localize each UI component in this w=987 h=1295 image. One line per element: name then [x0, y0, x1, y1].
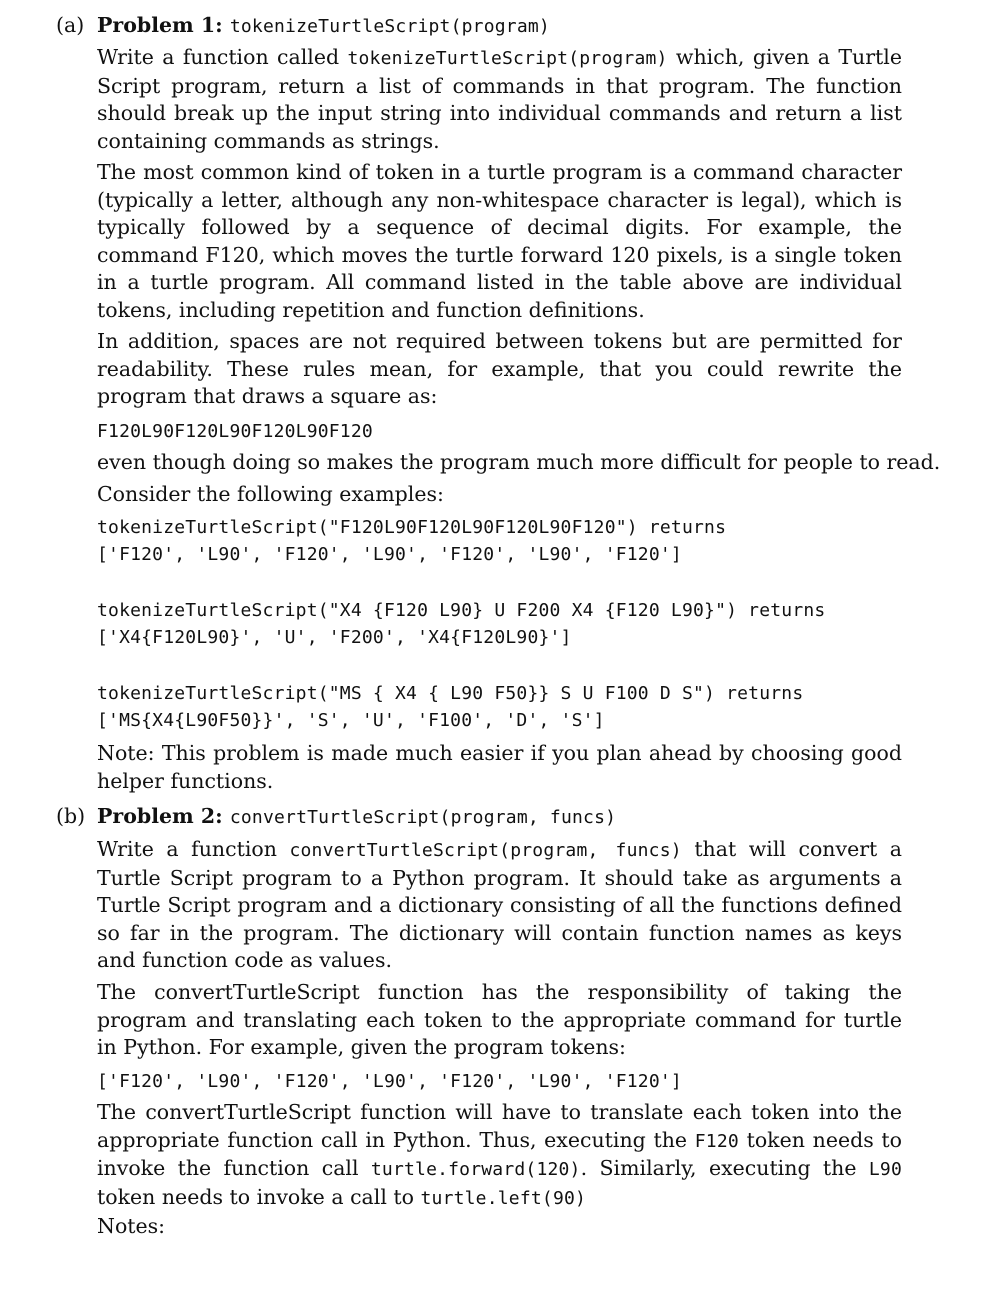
problem-a-paragraph-2: The most common kind of token in a turtle program is a command character (typically a letter, although any non-whitespace character is legal), which is typically followed by a sequence of decimal digits. For example, the command F120, which moves the turtle forward 120 pixels, is a single token in a turtle program. All command listed in the table above are individual tokens, including repetition and function definitions. — [97, 160, 902, 322]
example-2-call: tokenizeTurtleScript("X4 {F120 L90} U F200 X4 {F120 L90}") returns — [97, 600, 826, 621]
problem-a-paragraph-5: Consider the following examples: — [97, 482, 444, 506]
problem-a-note: Note: This problem is made much easier if you plan ahead by choosing good helper functions. — [97, 741, 902, 793]
inline-code: tokenizeTurtleScript(program) — [347, 48, 668, 69]
text: which, given a Turtle Script program, return a list of commands in that program. The function should break up the input string into individual commands and return a list containing commands as strings. — [97, 45, 902, 153]
inline-code: turtle.left(90) — [420, 1187, 587, 1209]
text: Write a function called — [97, 45, 348, 69]
problem-b-paragraph-2: The convertTurtleScript function has the responsibility of taking the program and translating each token to the appropriate command for turtle in Python. For example, given the program tokens: — [97, 980, 902, 1059]
problem-a-label: (a) — [56, 13, 85, 37]
example-3-result: ['MS{X4{L90F50}}', 'S', 'U', 'F100', 'D', 'S'] — [97, 710, 605, 731]
example-1-call: tokenizeTurtleScript("F120L90F120L90F120L90F120") returns — [97, 517, 727, 538]
notes-heading: Notes: — [97, 1214, 166, 1238]
problem-a-heading-code: tokenizeTurtleScript(program) — [229, 16, 550, 37]
problem-a-heading — [97, 12, 550, 41]
text: token needs to invoke a call to — [97, 1184, 421, 1209]
problem-b-label: (b) — [56, 804, 86, 828]
problem-a-heading-title: Problem 1: — [97, 13, 223, 37]
example-3-call: tokenizeTurtleScript("MS { X4 { L90 F50}} S U F100 D S") returns — [97, 683, 804, 704]
problem-b-paragraph-3 — [97, 1099, 902, 1212]
problem-a-paragraph-4: even though doing so makes the program much more difficult for people to read. — [97, 450, 941, 474]
text: The convertTurtleScript function will have to translate each token into the appropriate function call in Python. Thus, executing the — [97, 1100, 902, 1152]
problem-b-heading-title: Problem 2: — [97, 804, 223, 828]
inline-code: F120 — [694, 1130, 739, 1152]
text: . Similarly, executing the — [580, 1156, 869, 1180]
problem-b-heading — [97, 803, 616, 832]
text: token needs to invoke the function call — [97, 1127, 902, 1180]
inline-code: turtle.forward(120) — [370, 1159, 581, 1180]
tokens-code: ['F120', 'L90', 'F120', 'L90', 'F120', 'L90', 'F120'] — [97, 1071, 682, 1092]
text: that will convert a Turtle Script program to a Python program. It should take as arguments a Turtle Script program and a dictionary consisting of all the functions defined so far in the program. The dictionary will contain function names as keys and function code as values. — [97, 837, 903, 972]
problem-a-paragraph-1 — [97, 44, 902, 155]
inline-code: L90 — [868, 1159, 902, 1180]
text: Write a function — [97, 837, 290, 861]
problem-b-heading-code: convertTurtleScript(program, funcs) — [229, 807, 617, 828]
problem-b-paragraph-1 — [97, 836, 902, 975]
problem-a-paragraph-3: In addition, spaces are not required between tokens but are permitted for readability. These rules mean, for example, that you could rewrite the program that draws a square as: — [97, 329, 902, 408]
example-2-result: ['X4{F120L90}', 'U', 'F200', 'X4{F120L90}'] — [97, 627, 572, 648]
example-1-result: ['F120', 'L90', 'F120', 'L90', 'F120', 'L90', 'F120'] — [97, 544, 682, 565]
inline-code: convertTurtleScript(program, funcs) — [289, 840, 682, 861]
square-code: F120L90F120L90F120L90F120 — [97, 421, 373, 442]
